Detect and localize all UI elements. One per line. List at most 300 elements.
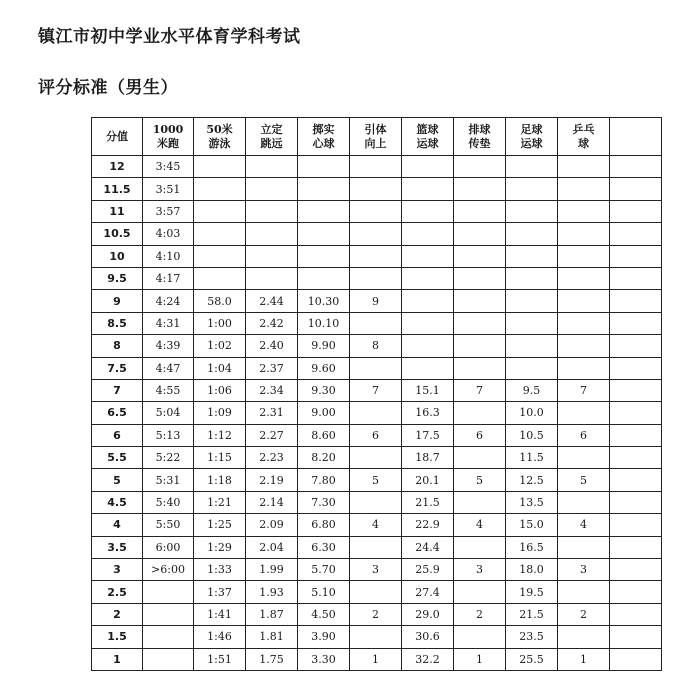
table-cell — [143, 648, 194, 670]
table-row — [92, 200, 662, 222]
table-cell: 9.60 — [298, 357, 350, 379]
table-cell: 4:55 — [143, 379, 194, 401]
table-cell: 10.0 — [506, 402, 558, 424]
table-cell — [454, 178, 506, 200]
table-cell: 19.5 — [506, 581, 558, 603]
table-row — [92, 491, 662, 513]
table-cell: 6 — [350, 424, 402, 446]
table-cell: 4:47 — [143, 357, 194, 379]
table-cell: 1 — [350, 648, 402, 670]
score-cell: 8.5 — [92, 312, 143, 334]
score-cell: 9 — [92, 290, 143, 312]
column-header-label: 足球 运球 — [520, 122, 543, 150]
table-cell — [558, 335, 610, 357]
table-cell — [194, 178, 246, 200]
table-cell — [558, 156, 610, 178]
table-cell — [402, 178, 454, 200]
table-cell: 3.90 — [298, 626, 350, 648]
table-cell — [558, 267, 610, 289]
table-cell: 8 — [350, 335, 402, 357]
table-cell: 5:31 — [143, 469, 194, 491]
score-cell: 2 — [92, 603, 143, 625]
table-cell: 2.42 — [246, 312, 298, 334]
table-cell: 7 — [454, 379, 506, 401]
table-cell — [298, 178, 350, 200]
table-cell — [402, 245, 454, 267]
table-cell: 7 — [350, 379, 402, 401]
table-cell — [454, 245, 506, 267]
table-cell: 5.10 — [298, 581, 350, 603]
table-cell — [506, 312, 558, 334]
table-cell: 1.81 — [246, 626, 298, 648]
score-cell: 1.5 — [92, 626, 143, 648]
score-cell: 6 — [92, 424, 143, 446]
table-row — [92, 447, 662, 469]
score-cell: 4 — [92, 514, 143, 536]
table-cell: 5:22 — [143, 447, 194, 469]
table-cell: 30.6 — [402, 626, 454, 648]
table-cell — [558, 536, 610, 558]
table-cell — [298, 267, 350, 289]
table-cell — [558, 447, 610, 469]
table-cell — [350, 267, 402, 289]
table-cell: 6.30 — [298, 536, 350, 558]
table-cell: 2.23 — [246, 447, 298, 469]
table-cell — [610, 312, 662, 334]
table-cell — [402, 357, 454, 379]
table-cell — [610, 626, 662, 648]
table-cell — [350, 536, 402, 558]
column-header-5 — [350, 118, 402, 156]
table-cell — [558, 626, 610, 648]
table-row — [92, 469, 662, 491]
table-cell: 5:13 — [143, 424, 194, 446]
table-cell: 9.00 — [298, 402, 350, 424]
table-row — [92, 581, 662, 603]
table-cell — [506, 200, 558, 222]
table-row — [92, 335, 662, 357]
table-row — [92, 536, 662, 558]
table-cell: 3.30 — [298, 648, 350, 670]
table-cell: 25.9 — [402, 559, 454, 581]
table-cell — [610, 379, 662, 401]
score-cell: 5.5 — [92, 447, 143, 469]
score-cell: 7 — [92, 379, 143, 401]
table-cell: 1.99 — [246, 559, 298, 581]
table-cell: 4:10 — [143, 245, 194, 267]
table-cell — [610, 447, 662, 469]
table-cell — [298, 245, 350, 267]
table-cell: 1:09 — [194, 402, 246, 424]
table-cell: 1:33 — [194, 559, 246, 581]
table-cell: 32.2 — [402, 648, 454, 670]
table-cell — [350, 156, 402, 178]
table-cell: 4:03 — [143, 223, 194, 245]
table-cell — [610, 335, 662, 357]
table-cell — [454, 357, 506, 379]
table-cell: 24.4 — [402, 536, 454, 558]
score-cell: 11 — [92, 200, 143, 222]
table-cell: 1:41 — [194, 603, 246, 625]
table-cell — [610, 402, 662, 424]
table-cell — [298, 200, 350, 222]
score-table — [91, 117, 662, 671]
table-cell — [558, 312, 610, 334]
table-cell: 4:24 — [143, 290, 194, 312]
table-cell — [506, 156, 558, 178]
table-cell: 2 — [350, 603, 402, 625]
table-cell: 21.5 — [402, 491, 454, 513]
table-cell — [454, 536, 506, 558]
score-cell: 11.5 — [92, 178, 143, 200]
table-cell — [194, 267, 246, 289]
table-cell: 21.5 — [506, 603, 558, 625]
table-cell: 2.19 — [246, 469, 298, 491]
table-cell: 1.75 — [246, 648, 298, 670]
table-cell: 6 — [558, 424, 610, 446]
column-header-label: 50米 游泳 — [206, 122, 233, 150]
column-header-8 — [506, 118, 558, 156]
table-cell — [610, 290, 662, 312]
score-cell: 3 — [92, 559, 143, 581]
table-cell: 29.0 — [402, 603, 454, 625]
table-cell: 5 — [454, 469, 506, 491]
table-cell: 1:02 — [194, 335, 246, 357]
table-cell: 4:17 — [143, 267, 194, 289]
score-cell: 4.5 — [92, 491, 143, 513]
table-row — [92, 514, 662, 536]
table-cell: 2 — [558, 603, 610, 625]
table-cell: 5 — [350, 469, 402, 491]
table-cell — [350, 245, 402, 267]
table-cell: 5:40 — [143, 491, 194, 513]
table-cell: >6:00 — [143, 559, 194, 581]
table-cell: 3:45 — [143, 156, 194, 178]
table-cell: 10.10 — [298, 312, 350, 334]
table-cell — [610, 178, 662, 200]
table-cell: 9.90 — [298, 335, 350, 357]
table-cell — [350, 357, 402, 379]
column-header-10 — [610, 118, 662, 156]
table-row — [92, 156, 662, 178]
table-cell — [454, 267, 506, 289]
table-cell: 13.5 — [506, 491, 558, 513]
score-cell: 5 — [92, 469, 143, 491]
table-cell: 3 — [558, 559, 610, 581]
table-cell: 1:18 — [194, 469, 246, 491]
table-row — [92, 648, 662, 670]
table-cell: 1:00 — [194, 312, 246, 334]
table-cell: 1:15 — [194, 447, 246, 469]
table-cell — [454, 447, 506, 469]
table-cell: 3:51 — [143, 178, 194, 200]
table-cell: 4:31 — [143, 312, 194, 334]
table-cell — [143, 603, 194, 625]
table-cell — [506, 223, 558, 245]
table-cell — [558, 245, 610, 267]
table-cell: 9.5 — [506, 379, 558, 401]
table-cell: 5.70 — [298, 559, 350, 581]
column-header-label: 乒乓 球 — [572, 122, 595, 150]
table-cell — [402, 290, 454, 312]
table-cell — [506, 335, 558, 357]
table-cell — [298, 156, 350, 178]
table-cell: 10.30 — [298, 290, 350, 312]
column-header-label: 掷实 心球 — [312, 122, 335, 150]
table-row — [92, 178, 662, 200]
score-cell: 6.5 — [92, 402, 143, 424]
table-row — [92, 223, 662, 245]
column-header-4 — [298, 118, 350, 156]
table-cell — [506, 245, 558, 267]
column-header-9 — [558, 118, 610, 156]
table-cell: 1:51 — [194, 648, 246, 670]
table-cell — [610, 200, 662, 222]
table-row — [92, 424, 662, 446]
table-cell — [558, 223, 610, 245]
table-cell — [246, 178, 298, 200]
column-header-6 — [402, 118, 454, 156]
table-cell: 6.80 — [298, 514, 350, 536]
table-cell — [506, 178, 558, 200]
table-cell: 7 — [558, 379, 610, 401]
table-cell: 1:06 — [194, 379, 246, 401]
score-cell: 2.5 — [92, 581, 143, 603]
table-cell: 15.1 — [402, 379, 454, 401]
table-cell: 5 — [558, 469, 610, 491]
score-cell: 1 — [92, 648, 143, 670]
column-header-label: 引体 向上 — [364, 122, 387, 150]
table-cell: 4 — [558, 514, 610, 536]
table-cell — [558, 581, 610, 603]
table-cell: 1.87 — [246, 603, 298, 625]
table-cell: 4 — [350, 514, 402, 536]
table-cell — [454, 200, 506, 222]
table-cell — [454, 626, 506, 648]
table-cell: 3:57 — [143, 200, 194, 222]
table-cell: 9.30 — [298, 379, 350, 401]
table-cell — [558, 491, 610, 513]
table-cell — [610, 469, 662, 491]
table-cell: 1:21 — [194, 491, 246, 513]
table-cell: 2.37 — [246, 357, 298, 379]
table-cell — [402, 312, 454, 334]
table-cell — [246, 156, 298, 178]
column-header-label: 分值 — [106, 129, 128, 143]
table-cell — [610, 514, 662, 536]
table-cell — [454, 335, 506, 357]
table-cell — [610, 559, 662, 581]
table-cell: 1:37 — [194, 581, 246, 603]
score-cell: 9.5 — [92, 267, 143, 289]
table-cell: 10.5 — [506, 424, 558, 446]
table-cell — [610, 536, 662, 558]
table-cell — [402, 267, 454, 289]
table-cell: 1:04 — [194, 357, 246, 379]
table-cell: 1:29 — [194, 536, 246, 558]
table-cell: 2.34 — [246, 379, 298, 401]
score-cell: 10.5 — [92, 223, 143, 245]
table-cell — [350, 178, 402, 200]
table-cell — [350, 402, 402, 424]
table-cell — [558, 200, 610, 222]
table-cell: 58.0 — [194, 290, 246, 312]
table-cell: 2.14 — [246, 491, 298, 513]
table-cell — [506, 267, 558, 289]
table-cell: 2.27 — [246, 424, 298, 446]
table-cell — [454, 581, 506, 603]
table-cell: 4 — [454, 514, 506, 536]
table-cell: 1:46 — [194, 626, 246, 648]
column-header-label: 立定 跳远 — [260, 122, 283, 150]
table-cell — [246, 267, 298, 289]
page-subtitle: 评分标准（男生） — [38, 78, 178, 98]
table-cell: 1:25 — [194, 514, 246, 536]
table-cell — [454, 312, 506, 334]
table-cell: 2 — [454, 603, 506, 625]
table-cell: 9 — [350, 290, 402, 312]
table-cell: 7.30 — [298, 491, 350, 513]
table-cell: 18.7 — [402, 447, 454, 469]
column-header-2 — [194, 118, 246, 156]
score-cell: 10 — [92, 245, 143, 267]
table-cell: 1:12 — [194, 424, 246, 446]
table-cell — [506, 290, 558, 312]
table-cell: 7.80 — [298, 469, 350, 491]
table-cell: 25.5 — [506, 648, 558, 670]
table-row — [92, 379, 662, 401]
table-cell — [194, 245, 246, 267]
table-cell: 16.5 — [506, 536, 558, 558]
table-cell — [610, 491, 662, 513]
table-cell — [454, 402, 506, 424]
table-cell: 8.20 — [298, 447, 350, 469]
table-cell — [558, 402, 610, 424]
table-cell — [558, 357, 610, 379]
table-cell — [454, 290, 506, 312]
table-cell — [350, 200, 402, 222]
score-cell: 3.5 — [92, 536, 143, 558]
table-cell: 3 — [350, 559, 402, 581]
table-cell: 5:04 — [143, 402, 194, 424]
column-header-7 — [454, 118, 506, 156]
table-cell — [350, 626, 402, 648]
table-cell — [350, 447, 402, 469]
score-cell: 12 — [92, 156, 143, 178]
table-row — [92, 559, 662, 581]
table-cell: 27.4 — [402, 581, 454, 603]
table-cell — [194, 200, 246, 222]
table-cell — [610, 424, 662, 446]
table-cell — [454, 491, 506, 513]
table-row — [92, 626, 662, 648]
table-cell: 4.50 — [298, 603, 350, 625]
table-cell — [350, 491, 402, 513]
table-cell: 6 — [454, 424, 506, 446]
table-cell — [298, 223, 350, 245]
page-title: 镇江市初中学业水平体育学科考试 — [38, 27, 301, 47]
table-cell: 16.3 — [402, 402, 454, 424]
table-cell — [402, 200, 454, 222]
table-cell — [350, 312, 402, 334]
table-cell: 12.5 — [506, 469, 558, 491]
column-header-1 — [143, 118, 194, 156]
table-cell: 17.5 — [402, 424, 454, 446]
table-cell — [246, 245, 298, 267]
table-cell: 6:00 — [143, 536, 194, 558]
table-row — [92, 402, 662, 424]
table-cell — [610, 156, 662, 178]
table-row — [92, 267, 662, 289]
table-row — [92, 290, 662, 312]
table-cell — [246, 223, 298, 245]
column-header-3 — [246, 118, 298, 156]
table-cell — [610, 603, 662, 625]
table-cell: 23.5 — [506, 626, 558, 648]
table-body — [92, 156, 662, 671]
table-cell — [558, 178, 610, 200]
header-row — [92, 118, 662, 156]
score-cell: 7.5 — [92, 357, 143, 379]
table-cell: 3 — [454, 559, 506, 581]
table-cell — [194, 156, 246, 178]
table-cell — [350, 223, 402, 245]
table-cell: 1 — [558, 648, 610, 670]
table-row — [92, 312, 662, 334]
table-cell: 11.5 — [506, 447, 558, 469]
table-cell — [143, 581, 194, 603]
table-cell — [610, 267, 662, 289]
table-cell: 15.0 — [506, 514, 558, 536]
table-cell — [246, 200, 298, 222]
table-cell: 2.40 — [246, 335, 298, 357]
table-cell — [610, 581, 662, 603]
table-cell — [350, 581, 402, 603]
table-cell — [610, 648, 662, 670]
table-cell — [143, 626, 194, 648]
table-cell — [506, 357, 558, 379]
table-cell — [402, 156, 454, 178]
table-cell — [610, 357, 662, 379]
table-cell — [610, 245, 662, 267]
table-cell — [402, 223, 454, 245]
table-row — [92, 245, 662, 267]
table-cell: 22.9 — [402, 514, 454, 536]
table-cell: 4:39 — [143, 335, 194, 357]
table-cell — [194, 223, 246, 245]
table-row — [92, 603, 662, 625]
table-cell: 2.09 — [246, 514, 298, 536]
column-header-label: 排球 传垫 — [468, 122, 491, 150]
table-cell: 18.0 — [506, 559, 558, 581]
table-cell: 1 — [454, 648, 506, 670]
table-cell: 2.44 — [246, 290, 298, 312]
table-cell — [610, 223, 662, 245]
table-cell: 20.1 — [402, 469, 454, 491]
table-cell: 8.60 — [298, 424, 350, 446]
table-cell — [402, 335, 454, 357]
column-header-label: 篮球 运球 — [416, 122, 439, 150]
score-cell: 8 — [92, 335, 143, 357]
table-row — [92, 357, 662, 379]
column-header-label: 1000 米跑 — [152, 122, 184, 150]
table-cell — [454, 223, 506, 245]
table-cell — [558, 290, 610, 312]
table-cell: 5:50 — [143, 514, 194, 536]
table-cell: 2.04 — [246, 536, 298, 558]
table-cell: 2.31 — [246, 402, 298, 424]
table-cell: 1.93 — [246, 581, 298, 603]
